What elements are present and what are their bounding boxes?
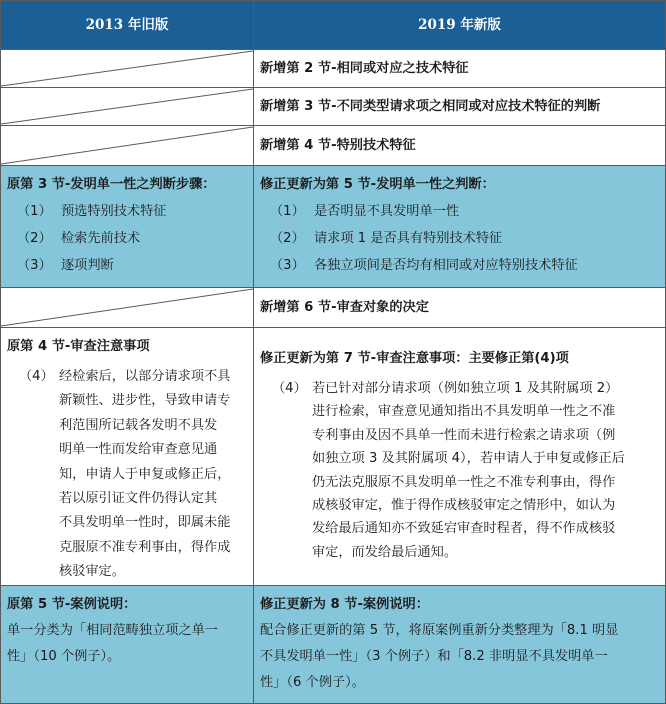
- added-section-6: 新增第 6 节-审查对象的决定: [254, 288, 666, 328]
- empty-old-cell: [1, 288, 254, 328]
- list-item: （3） 各独立项间是否均有相同或对应特别技术特征: [270, 257, 578, 273]
- old-section-4-cell: [1, 328, 254, 586]
- list-item: （3） 逐项判断: [17, 257, 114, 273]
- new-section-7-title: 修正更新为第 7 节-审查注意事项：主要修正第(4)项: [260, 351, 569, 366]
- list-item: （2） 检索先前技术: [17, 230, 141, 246]
- list-item: （1） 预选特别技术特征: [17, 203, 167, 219]
- new-section-7-cell: [254, 328, 666, 586]
- added-section-4: 新增第 4 节-特别技术特征: [254, 126, 666, 166]
- header-2013-old: 2013 年旧版: [1, 1, 254, 50]
- list-item: （1） 是否明显不具发明单一性: [270, 203, 460, 219]
- diagonal-line: [1, 288, 253, 327]
- list-item: （2） 请求项 1 是否具有特别技术特征: [270, 230, 503, 246]
- empty-old-cell: [1, 126, 254, 166]
- new-section-5-cell: [254, 166, 666, 288]
- new-section-8-cell: 修正更新为 8 节-案例说明： 配合修正更新的第 5 节，将原案例重新分类整理为「8.1 明显 不具发明单一性」（3 个例子）和「8.2 非明显不具发明单一 性」（6 个例子）。: [254, 585, 666, 703]
- empty-old-cell: [1, 50, 254, 88]
- old-section-3-cell: [1, 166, 254, 288]
- list-item: （4） 若已针对部分请求项（例如独立项 1 及其附属项 2） 进行检索，审查意见通知指出不具发明单一性之不准 专利事由及因不具单一性而未进行检索之请求项（例 如独立项 3 及其附属项 4），若申请人于申复或修正后 仍无法克服原不具发明单一性之不准专利事由，得作 成核驳审定，惟于得作成核驳审定之情形中，如认为 发给最后通知亦不致延宕审查时程者，得不作成核驳 审定，而发给最后通知。: [260, 377, 659, 564]
- new-note-text: 若已针对部分请求项（例如独立项 1 及其附属项 2） 进行检索，审查意见通知指出不具发明单一性之不准 专利事由及因不具单一性而未进行检索之请求项（例 如独立项 3 及其附属项 4），若申请人于申复或修正后 仍无法克服原不具发明单一性之不准专利事由，得作 成核驳审定，惟于得作成核驳审定之情形中，如认为 发给最后通知亦不致延宕审查时程者，得不作成核驳 审定，而发给最后通知。: [312, 381, 625, 560]
- old-section-3-title: 原第 3 节-发明单一性之判断步骤：: [7, 177, 216, 192]
- diagonal-line: [1, 88, 253, 125]
- empty-old-cell: [1, 88, 254, 126]
- old-section-4-title: 原第 4 节-审查注意事项: [7, 339, 150, 354]
- list-item: （4） 经检索后，以部分请求项不具 新颖性、进步性，导致申请专 利范围所记载各发明不具发 明单一性而发给审查意见通 知，申请人于申复或修正后， 若以原引证文件仍得认定其 不具发明单一性时，即属未能 克服原不准专利事由，得作成 核驳审定。: [7, 365, 247, 585]
- new-section-8-title: 修正更新为 8 节-案例说明：: [260, 596, 429, 612]
- old-note-text: 经检索后，以部分请求项不具 新颖性、进步性，导致申请专 利范围所记载各发明不具发 明单一性而发给审查意见通 知，申请人于申复或修正后， 若以原引证文件仍得认定其 不具发明单一性时，即属未能 克服原不准专利事由，得作成 核驳审定。: [59, 369, 231, 580]
- new-section-5-title: 修正更新为第 5 节-发明单一性之判断：: [260, 177, 495, 192]
- added-section-3: 新增第 3 节-不同类型请求项之相同或对应技术特征的判断: [254, 88, 666, 126]
- added-section-2: 新增第 2 节-相同或对应之技术特征: [254, 50, 666, 88]
- diagonal-line: [1, 126, 253, 165]
- old-section-5-title: 原第 5 节-案例说明：: [7, 596, 137, 612]
- diagonal-line: [1, 50, 253, 87]
- header-2019-new: 2019 年新版: [254, 1, 666, 50]
- old-section-5-cell: 原第 5 节-案例说明： 单一分类为「相同范畴独立项之单一 性」（10 个例子）。: [1, 585, 254, 703]
